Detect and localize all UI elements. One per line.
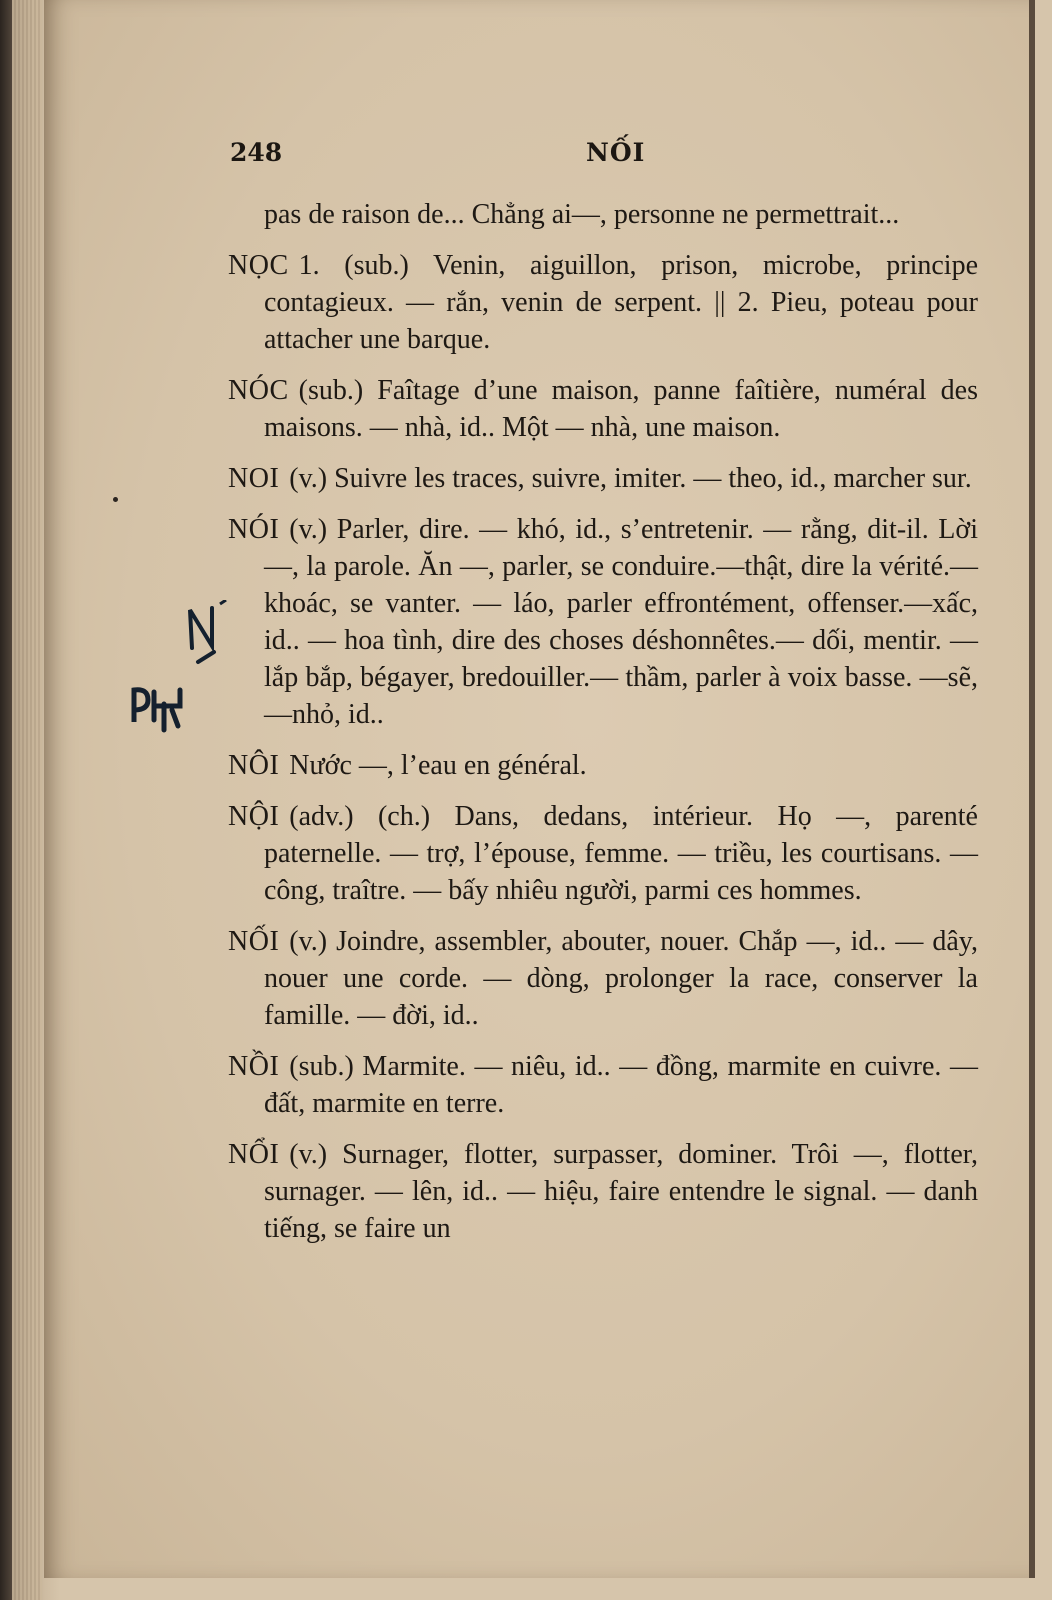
dictionary-entry [228,460,978,497]
dictionary-entry [228,511,978,733]
handwritten-annotation-icon [120,600,230,750]
running-head: NỐI [586,138,646,167]
entry-headword: NỔI [228,1139,280,1170]
dictionary-entry [228,247,978,358]
dictionary-entry [228,1136,978,1247]
entry-text: (v.) Joindre, assembler, abouter, nouer. Chắp —, id.. — dây, nouer une corde. — dòng, prolonger la race, conserver la famille. — đời, id.. [264,926,978,1031]
ink-dot [113,497,118,502]
entry-text: pas de raison de... Chẳng ai—, personne ne permettrait... [264,199,900,230]
entry-headword: NÓC [228,375,289,406]
dictionary-entry [228,1048,978,1122]
entry-text: (v.) Surnager, flotter, surpasser, dominer. Trôi —, flotter, surnager. — lên, id.. — hiệu, faire entendre le signal. — danh tiếng, se faire un [264,1139,978,1244]
dictionary-entry [228,372,978,446]
entry-text: (adv.) (ch.) Dans, dedans, intérieur. Họ —, parenté paternelle. — trợ, l’épouse, femme. — triều, les courtisans. — công, traître. — bấy nhiêu người, parmi ces hommes. [264,801,978,906]
entry-headword: NÓI [228,514,280,545]
entry-headword: NỘI [228,801,280,832]
entry-headword: NỐI [228,926,280,957]
dictionary-content [228,196,978,1261]
dictionary-entry [228,196,978,233]
dictionary-entry [228,747,978,784]
handwritten-annotation-drawing [120,600,230,750]
entry-headword: NỒI [228,1051,280,1082]
entry-text: (sub.) Marmite. — niêu, id.. — đồng, marmite en cuivre. — đất, marmite en terre. [264,1051,978,1119]
page-edges [12,0,42,1600]
page-header [230,138,990,178]
entry-text: (v.) Suivre les traces, suivre, imiter. — theo, id., marcher sur. [289,463,972,494]
dictionary-entry [228,798,978,909]
entry-text: Nước —, l’eau en général. [289,750,587,781]
entry-headword: NOI [228,463,280,494]
dictionary-entry [228,923,978,1034]
entry-text: 1. (sub.) Venin, aiguillon, prison, microbe, principe contagieux. — rắn, venin de serpent. || 2. Pieu, poteau pour attacher une barque. [264,250,978,355]
entry-headword: NÔI [228,750,280,781]
entry-text: (sub.) Faîtage d’une maison, panne faîtière, numéral des maisons. — nhà, id.. Một — nhà, une maison. [264,375,978,443]
entry-text: (v.) Parler, dire. — khó, id., s’entretenir. — rằng, dit-il. Lời —, la parole. Ăn —, parler, se conduire.—thật, dire la vérité.—khoác, se vanter. — láo, parler effrontément, offenser.—xấc, id.. — hoa tình, dire des choses déshonnêtes.— dối, mentir. — lắp bắp, bégayer, bredouiller.— thầm, parler à voix basse. —sẽ, —nhỏ, id.. [264,514,978,730]
entry-headword: NỌC [228,250,289,281]
page-number: 248 [230,138,283,167]
